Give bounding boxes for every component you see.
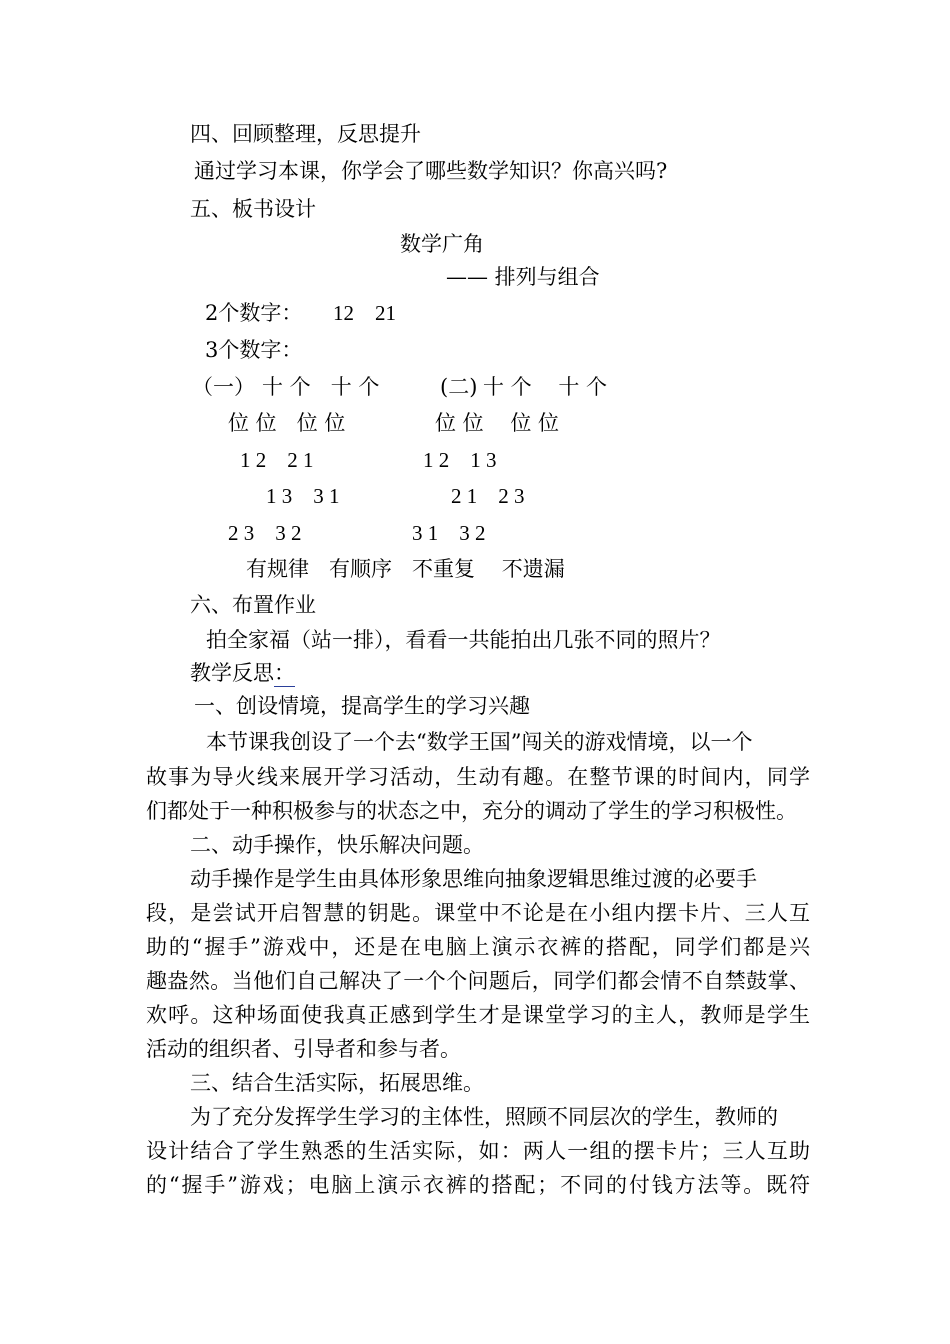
point2-line: 活动的组织者、引导者和参与者。 [146,1037,461,1061]
reflection-title [190,660,295,686]
group2-row: 1 2 1 3 [423,448,497,472]
reflection-title-text: 教学反思 [190,661,274,685]
group1-label: （一） [192,375,255,399]
group2-places: 位 位 位 位 [435,411,560,435]
board-summary: 有规律 有顺序 不重复 不遗漏 [246,557,565,581]
point3-line: 的“握手”游戏；电脑上演示衣裤的搭配；不同的付钱方法等。既符 [146,1173,810,1197]
point2-heading: 二、动手操作，快乐解决问题。 [190,833,484,857]
group2-row: 2 1 2 3 [451,484,525,508]
point1-line: 本节课我创设了一个去“数学王国”闯关的游戏情境，以一个 [206,730,753,754]
group2-headers: 十 个 十 个 [483,375,608,399]
point2-line: 欢呼。这种场面使我真正感到学生才是课堂学习的主人，教师是学生 [146,1003,810,1027]
point2-line: 动手操作是学生由具体形象思维向抽象逻辑思维过渡的必要手 [190,867,757,891]
point2-line: 段，是尝试开启智慧的钥匙。课堂中不论是在小组内摆卡片、三人互 [146,901,810,925]
point1-line: 们都处于一种积极参与的状态之中，充分的调动了学生的学习积极性。 [146,799,797,823]
section4-text: 通过学习本课，你学会了哪些数学知识？你高兴吗? [194,159,668,183]
point1-line: 故事为导火线来展开学习活动，生动有趣。在整节课的时间内，同学 [146,765,810,789]
section6-text: 拍全家福（站一排），看看一共能拍出几张不同的照片？ [206,628,721,652]
section4-heading: 四、回顾整理，反思提升 [190,122,421,146]
point3-heading: 三、结合生活实际，拓展思维。 [190,1071,484,1095]
point2-line: 助的“握手”游戏中，还是在电脑上演示衣裤的搭配，同学们都是兴 [146,935,810,959]
group1-row: 2 3 3 2 [228,521,302,545]
reflection-title-colon: ： [274,661,295,685]
group1-row: 1 2 2 1 [240,448,314,472]
point3-line: 设计结合了学生熟悉的生活实际，如：两人一组的摆卡片；三人互助 [146,1139,810,1163]
three-digit-label: 3个数字： [205,338,303,362]
section5-heading: 五、板书设计 [190,197,316,221]
point3-line: 为了充分发挥学生学习的主体性，照顾不同层次的学生，教师的 [190,1105,778,1129]
board-subtitle: —— 排列与组合 [446,265,600,289]
group2-label: (二) [440,375,478,399]
section6-heading: 六、布置作业 [190,593,316,617]
group2-row: 3 1 3 2 [412,521,486,545]
group1-places: 位 位 位 位 [228,411,346,435]
group1-headers: 十 个 十 个 [262,375,380,399]
board-title: 数学广角 [400,232,484,256]
group1-row: 1 3 3 1 [266,484,340,508]
point2-line: 趣盎然。当他们自己解决了一个个问题后，同学们都会情不自禁鼓掌、 [146,969,810,993]
two-digit-label: 2个数字： [205,301,303,325]
point1-heading: 一、创设情境，提高学生的学习兴趣 [194,694,530,718]
two-digit-values: 12 21 [333,301,396,325]
